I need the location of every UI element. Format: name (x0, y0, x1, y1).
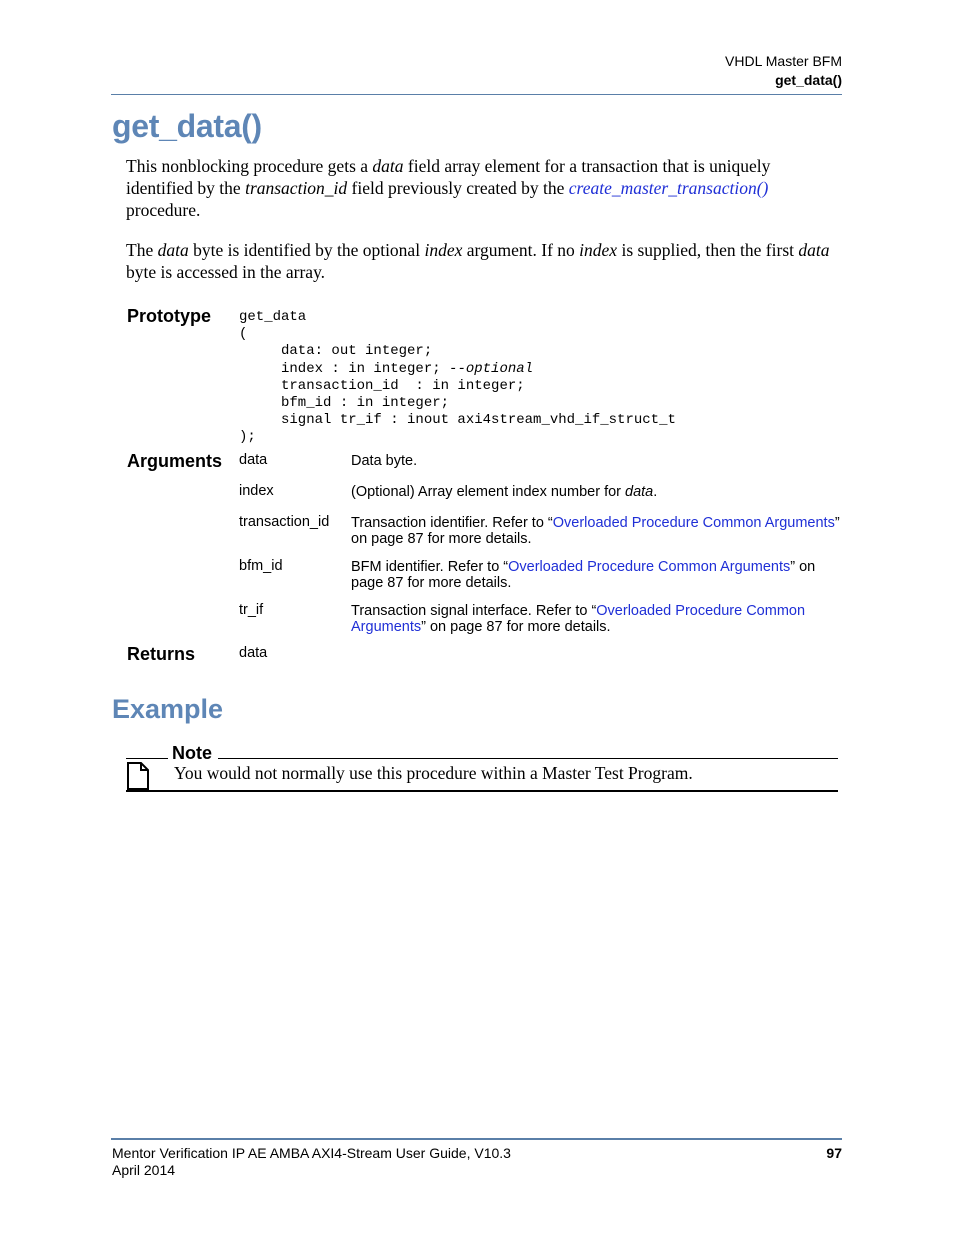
footer-guide-title: Mentor Verification IP AE AMBA AXI4-Stream User Guide, V10.3 (112, 1145, 511, 1161)
note-top-rule-left (126, 758, 168, 759)
argument-name: index (239, 483, 274, 499)
footer-info (112, 1145, 511, 1179)
page-title: get_data() (112, 108, 262, 144)
argument-description: BFM identifier. Refer to “Overloaded Procedure Common Arguments” on page 87 for more details. (351, 559, 816, 591)
note-top-rule-right (218, 758, 838, 759)
prototype-code: get_data ( data: out integer; index : in integer; --optional transaction_id : in integer; bfm_id : in integer; signal tr_if : inout axi4stream_vhd_if_struct_t ); (239, 309, 676, 446)
argument-name: transaction_id (239, 514, 330, 530)
argument-description: Transaction identifier. Refer to “Overloaded Procedure Common Arguments” on page 87 for more details. (351, 515, 840, 547)
footer-rule (111, 1138, 842, 1140)
intro-paragraph-2: The data byte is identified by the optional index argument. If no index is supplied, then the first data byte is accessed in the array. (126, 240, 830, 282)
header-subsection: get_data() (775, 72, 842, 88)
argument-description: Data byte. (351, 453, 418, 469)
arguments-label: Arguments (127, 451, 223, 471)
argument-name: bfm_id (239, 558, 283, 574)
header-section: VHDL Master BFM (725, 53, 842, 69)
returns-label: Returns (127, 644, 196, 664)
returns-value: data (239, 645, 268, 661)
argument-name: data (239, 452, 268, 468)
prototype-label: Prototype (127, 306, 212, 326)
page-number: 97 (826, 1145, 842, 1161)
note-label: Note (172, 743, 212, 763)
note-text: You would not normally use this procedure within a Master Test Program. (174, 763, 693, 783)
running-header (725, 52, 842, 90)
argument-description: (Optional) Array element index number for data. (351, 484, 658, 500)
note-page-icon (126, 762, 150, 790)
header-rule (111, 94, 842, 95)
argument-description: Transaction signal interface. Refer to “Overloaded Procedure Common Arguments” on page 87 for more details. (351, 603, 806, 635)
intro-paragraph-1: This nonblocking procedure gets a data field array element for a transaction that is uniquely identified by the transaction_id field previously created by the create_master_transaction() procedure. (126, 156, 771, 220)
argument-name: tr_if (239, 602, 264, 618)
create-master-transaction-link[interactable]: create_master_transaction() (568, 178, 769, 198)
overloaded-args-link[interactable]: Overloaded Procedure Common Arguments (508, 559, 791, 575)
overloaded-args-link[interactable]: Overloaded Procedure Common Arguments (351, 603, 806, 635)
note-bottom-rule (126, 790, 838, 792)
overloaded-args-link[interactable]: Overloaded Procedure Common Arguments (552, 515, 835, 531)
footer-date: April 2014 (112, 1162, 176, 1178)
example-heading: Example (112, 694, 224, 724)
